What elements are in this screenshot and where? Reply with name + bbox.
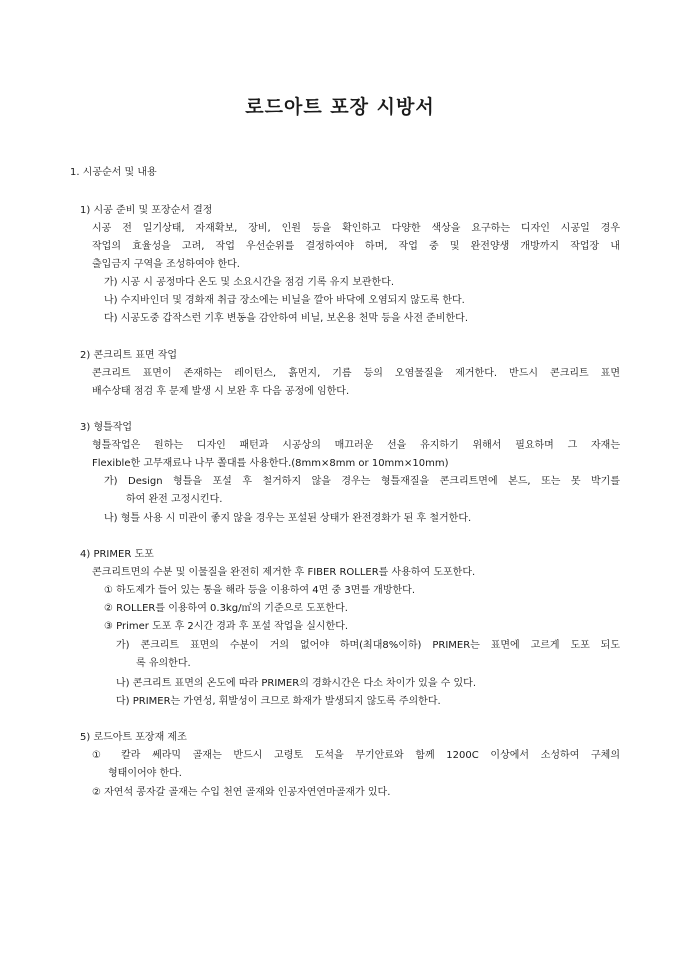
list-item: 가) 시공 시 공정마다 온도 및 소요시간을 점검 기록 유지 보관한다.: [104, 277, 395, 288]
subsection-heading: 4) PRIMER 도포: [80, 549, 154, 560]
list-item: 가) 콘크리트 표면의 수분이 거의 없어야 하며(최대8%이하) PRIMER는 표면에 고르게 도포 되도: [116, 640, 620, 651]
list-item-continuation: 록 유의한다.: [136, 658, 191, 669]
list-item: 나) 형틀 사용 시 미관이 좋지 않을 경우는 포설된 상태가 완전경화가 된 후 철거한다.: [104, 513, 472, 524]
document-title: 로드아트 포장 시방서: [245, 96, 435, 118]
paragraph-line: 작업의 효율성을 고려, 작업 우선순위를 결정하여야 하며, 작업 중 및 완전양생 개방까지 작업장 내: [92, 241, 620, 252]
list-item: 다) 시공도중 갑작스런 기후 변동을 감안하여 비닐, 보온용 천막 등을 사전 준비한다.: [104, 313, 469, 324]
subsection-heading: 2) 콘크리트 표면 작업: [80, 350, 178, 361]
list-item: ① 하도제가 들어 있는 통을 해라 등을 이용하여 4면 중 3면를 개방한다.: [104, 585, 415, 596]
list-item: 다) PRIMER는 가연성, 휘발성이 크므로 화재가 발생되지 않도록 주의한다.: [116, 696, 441, 707]
paragraph-line: Flexible한 고무재료나 나무 쫄대를 사용한다.(8mm×8mm or 10mm×10mm): [92, 458, 449, 469]
list-item: ② ROLLER를 이용하여 0.3kg/㎡의 기준으로 도포한다.: [104, 603, 348, 614]
subsection-heading: 5) 로드아트 포장재 제조: [80, 732, 187, 743]
subsection-heading: 3) 형틀작업: [80, 422, 133, 433]
paragraph-line: 시공 전 일기상태, 자재확보, 장비, 인원 등을 확인하고 다양한 색상을 요구하는 디자인 시공일 경우: [92, 223, 620, 234]
list-item: 나) 수지바인더 및 경화재 취급 장소에는 비닐을 깔아 바닥에 오염되지 않도록 한다.: [104, 295, 465, 306]
paragraph-line: 출입금지 구역을 조성하여야 한다.: [92, 259, 240, 270]
list-item: 가) Design 형틀을 포설 후 철거하지 않을 경우는 형틀재질을 콘크리트면에 본드, 또는 못 박기를: [104, 476, 620, 487]
paragraph-line: 콘크리트면의 수분 및 이물질을 완전히 제거한 후 FIBER ROLLER를 사용하여 도포한다.: [92, 567, 476, 578]
list-item: 나) 콘크리트 표면의 온도에 따라 PRIMER의 경화시간은 다소 차이가 있을 수 있다.: [116, 678, 477, 689]
list-item: ③ Primer 도포 후 2시간 경과 후 포설 작업을 실시한다.: [104, 621, 349, 632]
list-item-continuation: 형태이어야 한다.: [108, 768, 182, 779]
paragraph-line: 배수상태 점검 후 문제 발생 시 보완 후 다음 공정에 임한다.: [92, 386, 350, 397]
list-item: ① 칼라 쎄라믹 골재는 반드시 고령토 도석을 무기안료와 함께 1200C 이상에서 소성하여 구체의: [92, 750, 620, 761]
subsection-heading: 1) 시공 준비 및 포장순서 결정: [80, 205, 213, 216]
list-item: ② 자연석 콩자갈 골재는 수입 천연 골재와 인공자연연마골재가 있다.: [92, 787, 391, 798]
section-heading: 1. 시공순서 및 내용: [70, 167, 157, 178]
paragraph-line: 형틀작업은 원하는 디자인 패턴과 시공상의 매끄러운 선을 유지하기 위해서 필요하며 그 자재는: [92, 440, 620, 451]
list-item-continuation: 하여 완전 고정시킨다.: [126, 494, 223, 505]
paragraph-line: 콘크리트 표면이 존재하는 레이턴스, 흙먼지, 기름 등의 오염물질을 제거한다. 반드시 콘크리트 표면: [92, 368, 620, 379]
